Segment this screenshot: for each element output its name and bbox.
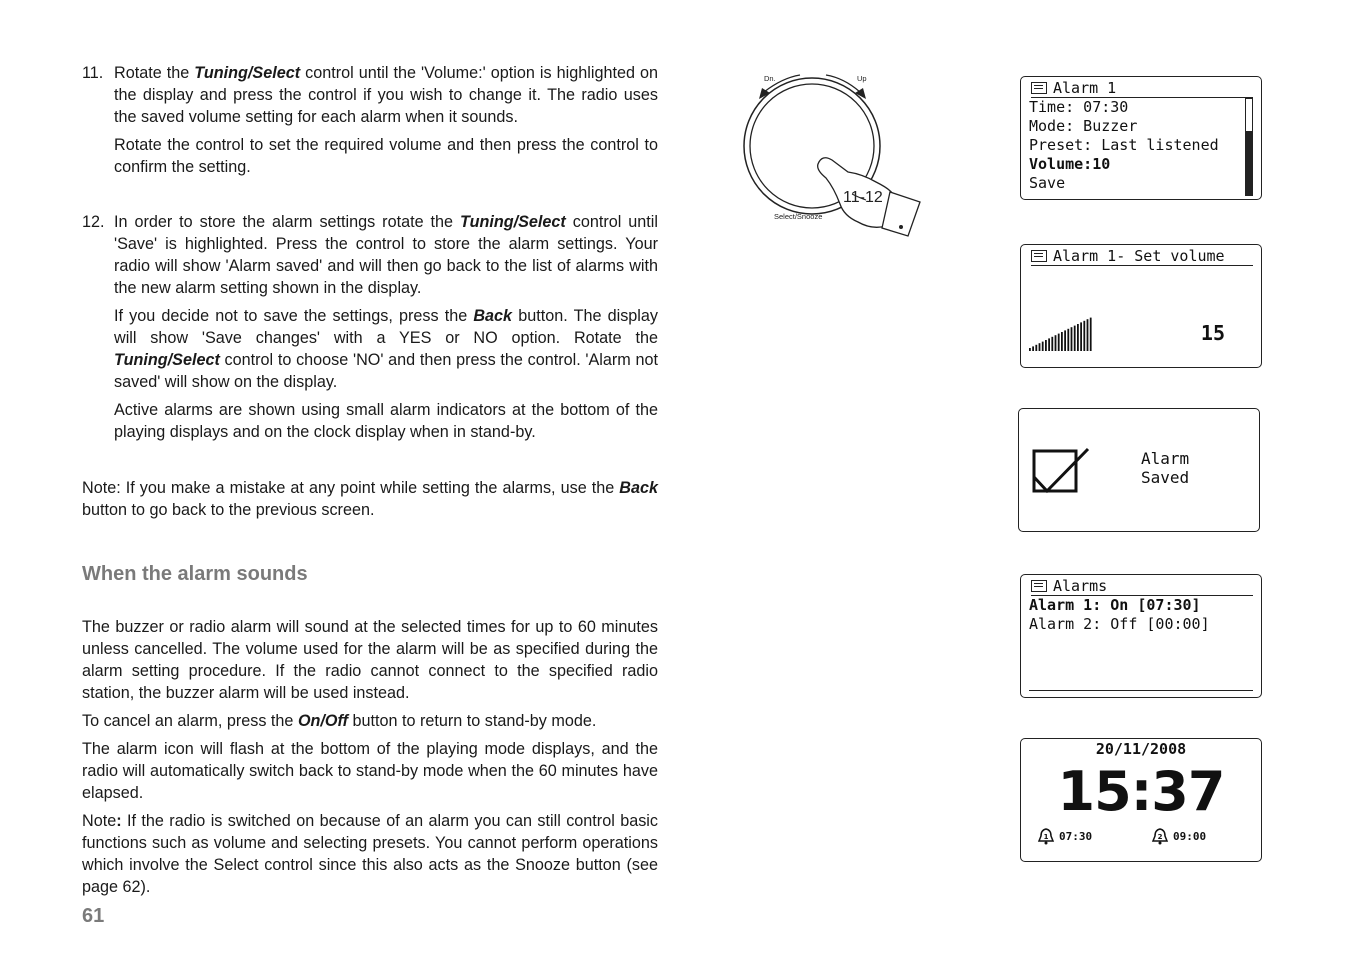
select-knob-illustration [740, 66, 930, 242]
menu-list-icon [1031, 82, 1047, 94]
menu-line-time: Time: 07:30 [1029, 98, 1129, 116]
volume-bar [1032, 346, 1034, 351]
volume-bar [1077, 324, 1079, 351]
clock-date: 20/11/2008 [1095, 740, 1187, 758]
lcd-title: Alarms [1053, 577, 1108, 595]
saved-line-2: Saved [1141, 468, 1190, 487]
volume-bar [1051, 337, 1053, 351]
lcd-set-volume [1020, 244, 1262, 368]
volume-bar [1039, 343, 1041, 351]
lcd-title: Alarm 1 [1053, 79, 1117, 97]
volume-bar [1048, 338, 1050, 351]
volume-bar [1035, 345, 1037, 351]
menu-line-preset: Preset: Last listened [1029, 136, 1219, 154]
volume-bar [1029, 348, 1031, 351]
volume-bar [1080, 322, 1082, 351]
step-label: 11-12 [843, 189, 883, 206]
paragraph-cancel: To cancel an alarm, press the On/Off button to return to stand-by mode. [82, 712, 597, 730]
note-back: Note: If you make a mistake at any point while setting the alarms, use the Back button to go back to the previous screen. [82, 479, 658, 519]
paragraph-flash: The alarm icon will flash at the bottom of the playing mode displays, and the radio will automatically switch back to stand-by mode when the 60 minutes have elapsed. [82, 740, 658, 802]
volume-bar [1055, 335, 1057, 351]
page-number: 61 [82, 905, 105, 927]
step-11-number: 11. [82, 64, 104, 82]
alarm-bell-icon [1151, 827, 1169, 845]
volume-bar [1058, 334, 1060, 351]
lcd-header [1031, 247, 1253, 266]
step-11-confirm: Rotate the control to set the required volume and then press the control to confirm the setting. [114, 136, 658, 176]
knob-up-label: Up [857, 74, 867, 83]
lcd-alarm1-menu [1020, 76, 1262, 200]
svg-text:1: 1 [1043, 833, 1049, 841]
svg-text:2: 2 [1157, 833, 1163, 841]
alarm-sounds-section [82, 616, 658, 898]
lcd-bottom-rule [1029, 690, 1253, 691]
step-12-not-save: If you decide not to save the settings, press the Back button. The display will show 'Save changes' with a YES or NO option. Rotate the Tuning/Select control to choose 'NO' and then press the control. 'Alarm not saved' will show on the display. [114, 307, 659, 391]
lcd-header [1031, 577, 1253, 596]
step-11 [82, 62, 658, 178]
checkmark-icon [1031, 447, 1093, 497]
section-heading: When the alarm sounds [82, 563, 308, 585]
step-12-text: 12. In order to store the alarm settings rotate the Tuning/Select control until 'Save' is highlighted. Press the control to store the alarm settings. Your radio will show 'Alarm saved' and will then go back to the list of alarms with the new alarm setting shown in the display. [82, 213, 658, 297]
step-12-indicators: Active alarms are shown using small alarm indicators at the bottom of the playing displays and on the clock display when in stand-by. [114, 401, 658, 441]
lcd-title: Alarm 1- Set volume [1053, 247, 1225, 265]
volume-bar [1083, 321, 1085, 351]
step-12-number: 12. [82, 213, 105, 231]
lcd-scrollbar [1245, 98, 1253, 196]
alarm-bell-icon [1037, 827, 1055, 845]
volume-bar [1067, 329, 1069, 351]
volume-bar [1090, 318, 1092, 351]
knob-dn-label: Dn. [764, 74, 776, 83]
lcd-alarms-list [1020, 574, 1262, 698]
volume-bars-icon [1029, 317, 1095, 353]
menu-list-icon [1031, 250, 1047, 262]
step-12 [82, 211, 658, 443]
alarm-1-time: 07:30 [1059, 829, 1093, 843]
alarm-list-item-1: Alarm 1: On [07:30] [1029, 596, 1201, 614]
volume-bar [1045, 340, 1047, 351]
alarm-list-item-2: Alarm 2: Off [00:00] [1029, 615, 1210, 633]
volume-bar [1074, 326, 1076, 351]
volume-bar [1042, 342, 1044, 351]
volume-value: 15 [1200, 321, 1225, 345]
menu-list-icon [1031, 580, 1047, 592]
volume-bar [1071, 327, 1073, 351]
lcd-alarm-saved [1018, 408, 1260, 532]
volume-bar [1064, 330, 1066, 351]
alarm-2-time: 09:00 [1173, 829, 1207, 843]
knob-caption: Select/Snooze [774, 212, 823, 221]
clock-time: 15:37 [1057, 760, 1225, 823]
volume-bar [1061, 332, 1063, 351]
menu-line-mode: Mode: Buzzer [1029, 117, 1138, 135]
step-11-text: 11. Rotate the Tuning/Select control until the 'Volume:' option is highlighted on the display and press the control if you wish to change it. The radio uses the saved volume setting for each alarm when it sounds. [82, 64, 658, 126]
paragraph-buzzer: The buzzer or radio alarm will sound at the selected times for up to 60 minutes unless cancelled. The volume used for the alarm will be as specified during the alarm setting procedure. If the radio cannot connect to the specified radio station, the buzzer alarm will be used instead. [82, 618, 658, 702]
menu-line-volume-highlighted: Volume:10 [1029, 155, 1111, 173]
volume-bar [1087, 319, 1089, 351]
menu-line-save: Save [1029, 174, 1066, 192]
paragraph-note: Note: If the radio is switched on because of an alarm you can still control basic functions such as volume and selecting presets. You cannot perform operations which involve the Select control since this also acts as the Snooze button (see page 62). [82, 812, 658, 896]
lcd-header [1031, 79, 1253, 98]
saved-line-1: Alarm [1141, 449, 1190, 468]
lcd-standby-clock [1020, 738, 1262, 862]
